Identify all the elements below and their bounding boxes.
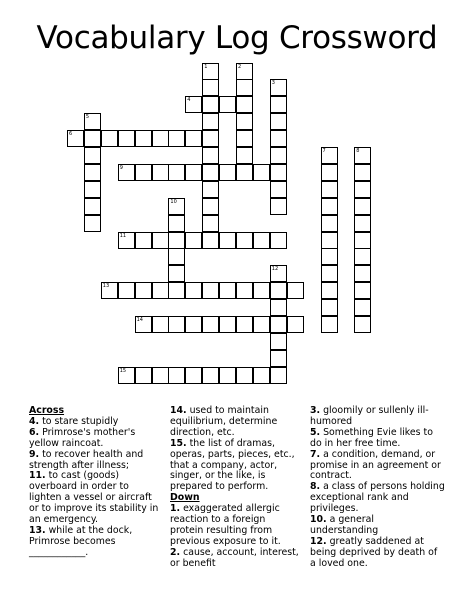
- crossword-cell[interactable]: [354, 248, 371, 265]
- cell-number: 13: [102, 283, 110, 290]
- cell-number: 10: [170, 198, 177, 205]
- down-heading: Down: [170, 492, 200, 504]
- cell-number: 7: [322, 148, 326, 154]
- crossword-cell[interactable]: [219, 316, 236, 333]
- clue-number: 4.: [29, 415, 40, 427]
- clue-number: 9.: [29, 448, 40, 460]
- crossword-cell[interactable]: [135, 367, 152, 384]
- crossword-cell[interactable]: [202, 198, 219, 215]
- crossword-cell[interactable]: [236, 164, 253, 181]
- page-title: Vocabulary Log Crossword: [36, 20, 438, 56]
- clue-across-6: [29, 428, 159, 450]
- crossword-cell[interactable]: [185, 164, 202, 181]
- crossword-cell[interactable]: [270, 181, 287, 198]
- crossword-cell[interactable]: [135, 316, 152, 333]
- clue-text: cause, account, interest, or benefit: [170, 546, 299, 569]
- cell-number: 9: [119, 164, 123, 171]
- crossword-cell[interactable]: [168, 130, 185, 147]
- crossword-cell[interactable]: [236, 367, 253, 384]
- clue-across-13: [29, 526, 159, 559]
- clue-text: a condition, demand, or promise in an agreement or contract.: [310, 448, 441, 482]
- crossword-cell[interactable]: [270, 79, 287, 96]
- crossword-cell[interactable]: [321, 232, 338, 249]
- crossword-cell[interactable]: [202, 215, 219, 232]
- cell-number: 3: [271, 80, 275, 87]
- crossword-cell[interactable]: [135, 282, 152, 299]
- cell-number: 14: [136, 317, 143, 323]
- crossword-cell[interactable]: [118, 367, 135, 384]
- clue-text: to stare stupidly: [42, 415, 119, 427]
- clue-across-9: [29, 450, 159, 472]
- crossword-cell[interactable]: [84, 198, 101, 215]
- crossword-cell[interactable]: [202, 164, 219, 181]
- clues-column-2: [170, 406, 300, 570]
- crossword-cell[interactable]: [168, 265, 185, 282]
- crossword-cell[interactable]: [354, 147, 371, 164]
- crossword-cell[interactable]: [84, 113, 101, 130]
- clue-number: 6.: [29, 426, 40, 438]
- clue-text: a class of persons holding exceptional rank and privileges.: [310, 481, 445, 515]
- crossword-cell[interactable]: [287, 282, 304, 299]
- crossword-cell[interactable]: [152, 282, 169, 299]
- clue-across-15: [170, 439, 300, 494]
- crossword-cell[interactable]: [236, 63, 253, 80]
- clue-number: 10.: [310, 514, 327, 526]
- crossword-cell[interactable]: [202, 282, 219, 299]
- crossword-cell[interactable]: [118, 130, 135, 147]
- clue-text: Primrose's mother's yellow raincoat.: [29, 426, 136, 449]
- crossword-cell[interactable]: [135, 232, 152, 249]
- crossword-cell[interactable]: [321, 164, 338, 181]
- crossword-cell[interactable]: [84, 215, 101, 232]
- crossword-cell[interactable]: [219, 367, 236, 384]
- crossword-cell[interactable]: [321, 198, 338, 215]
- crossword-cell[interactable]: [219, 232, 236, 249]
- crossword-cell[interactable]: [270, 367, 287, 384]
- crossword-cell[interactable]: [101, 282, 118, 299]
- clue-number: 7.: [310, 448, 321, 460]
- clue-number: 12.: [310, 535, 327, 547]
- crossword-cell[interactable]: [321, 181, 338, 198]
- clue-number: 5.: [310, 426, 321, 438]
- crossword-cell[interactable]: [354, 198, 371, 215]
- cell-number: 4: [187, 97, 191, 104]
- clue-number: 1.: [170, 503, 181, 515]
- clue-across-11: [29, 471, 159, 526]
- crossword-cell[interactable]: [219, 96, 236, 113]
- crossword-cell[interactable]: [354, 215, 371, 232]
- crossword-cell[interactable]: [152, 164, 169, 181]
- crossword-cell[interactable]: [185, 232, 202, 249]
- crossword-cell[interactable]: [270, 96, 287, 113]
- crossword-cell[interactable]: [270, 164, 287, 181]
- cell-number: 8: [356, 148, 360, 154]
- crossword-cell[interactable]: [270, 282, 287, 299]
- cell-number: 2: [238, 63, 242, 70]
- clue-text: gloomily or sullenly ill-humored: [310, 405, 429, 427]
- crossword-cell[interactable]: [219, 164, 236, 181]
- crossword-cell[interactable]: [321, 299, 338, 316]
- clue-text: while at the dock, Primrose becomes ____________.: [29, 524, 133, 558]
- crossword-cell[interactable]: [321, 248, 338, 265]
- crossword-cell[interactable]: [202, 96, 219, 113]
- crossword-cell[interactable]: [270, 299, 287, 316]
- crossword-cell[interactable]: [270, 147, 287, 164]
- crossword-cell[interactable]: [270, 265, 287, 282]
- clue-down-3: [310, 406, 445, 428]
- crossword-cell[interactable]: [84, 181, 101, 198]
- crossword-cell[interactable]: [354, 164, 371, 181]
- cell-number: 15: [119, 367, 127, 374]
- crossword-cell[interactable]: [101, 130, 118, 147]
- crossword-cell[interactable]: [168, 316, 185, 333]
- cell-number: 12: [271, 266, 279, 273]
- crossword-cell[interactable]: [270, 130, 287, 147]
- crossword-cell[interactable]: [168, 232, 185, 249]
- clue-text: used to maintain equilibrium, determine direction, etc.: [170, 405, 278, 438]
- crossword-cell[interactable]: [253, 232, 270, 249]
- crossword-cell[interactable]: [202, 130, 219, 147]
- clues-column-1: [29, 406, 159, 559]
- crossword-cell[interactable]: [253, 367, 270, 384]
- crossword-cell[interactable]: [84, 147, 101, 164]
- crossword-cell[interactable]: [321, 265, 338, 282]
- clue-number: 8.: [310, 481, 321, 493]
- crossword-cell[interactable]: [236, 147, 253, 164]
- crossword-cell[interactable]: [135, 130, 152, 147]
- clue-down-7: [310, 450, 445, 483]
- crossword-cell[interactable]: [202, 63, 219, 80]
- crossword-cell[interactable]: [354, 265, 371, 282]
- clue-number: 2.: [170, 546, 181, 558]
- crossword-cell[interactable]: [253, 282, 270, 299]
- clue-number: 13.: [29, 524, 46, 536]
- crossword-cell[interactable]: [118, 282, 135, 299]
- clue-down-2: [170, 548, 300, 570]
- crossword-cell[interactable]: [84, 130, 101, 147]
- crossword-cell[interactable]: [236, 232, 253, 249]
- crossword-cell[interactable]: [219, 282, 236, 299]
- crossword-cell[interactable]: [287, 316, 304, 333]
- clue-down-10: [310, 515, 445, 537]
- crossword-cell[interactable]: [152, 130, 169, 147]
- clue-text: a general understanding: [310, 514, 379, 536]
- crossword-cell[interactable]: [236, 282, 253, 299]
- crossword-cell[interactable]: [236, 316, 253, 333]
- crossword-cell[interactable]: [236, 96, 253, 113]
- clue-down-12: [310, 537, 445, 570]
- crossword-cell[interactable]: [168, 164, 185, 181]
- clue-number: 3.: [310, 405, 321, 416]
- crossword-cell[interactable]: [321, 282, 338, 299]
- clue-down-1: [170, 504, 300, 548]
- crossword-cell[interactable]: [168, 367, 185, 384]
- cell-number: 11: [119, 232, 127, 239]
- crossword-cell[interactable]: [168, 248, 185, 265]
- crossword-cell[interactable]: [270, 316, 287, 333]
- clue-text: Something Evie likes to do in her free time.: [310, 426, 433, 449]
- crossword-cell[interactable]: [270, 350, 287, 367]
- crossword-cell[interactable]: [168, 282, 185, 299]
- crossword-cell[interactable]: [67, 130, 84, 147]
- cell-number: 1: [204, 63, 208, 70]
- crossword-cell[interactable]: [202, 367, 219, 384]
- clue-number: 14.: [170, 405, 187, 416]
- clue-text: greatly saddened at being deprived by death of a loved one.: [310, 535, 438, 569]
- crossword-cell[interactable]: [168, 215, 185, 232]
- crossword-cell[interactable]: [270, 232, 287, 249]
- crossword-cell[interactable]: [202, 181, 219, 198]
- crossword-cell[interactable]: [253, 164, 270, 181]
- crossword-cell[interactable]: [354, 282, 371, 299]
- crossword-cell[interactable]: [185, 96, 202, 113]
- clue-across-14: [170, 406, 300, 439]
- crossword-cell[interactable]: [321, 316, 338, 333]
- clue-down-8: [310, 482, 445, 515]
- crossword-cell[interactable]: [270, 113, 287, 130]
- crossword-cell[interactable]: [236, 79, 253, 96]
- clue-text: to recover health and strength after illness;: [29, 448, 144, 471]
- crossword-cell[interactable]: [354, 232, 371, 249]
- clue-text: the list of dramas, operas, parts, pieces, etc., that a company, actor, singer, or the like, is prepared to perform.: [170, 437, 295, 493]
- clue-text: exaggerated allergic reaction to a foreign protein resulting from previous exposure to it.: [170, 503, 281, 547]
- crossword-cell[interactable]: [152, 316, 169, 333]
- crossword-cell[interactable]: [202, 316, 219, 333]
- crossword-cell[interactable]: [185, 130, 202, 147]
- crossword-cell[interactable]: [202, 79, 219, 96]
- crossword-cell[interactable]: [118, 232, 135, 249]
- crossword-cell[interactable]: [321, 215, 338, 232]
- clue-down-5: [310, 428, 445, 450]
- crossword-cell[interactable]: [185, 367, 202, 384]
- crossword-cell[interactable]: [253, 316, 270, 333]
- crossword-cell[interactable]: [152, 367, 169, 384]
- across-heading: Across: [29, 405, 65, 416]
- crossword-cell[interactable]: [202, 147, 219, 164]
- crossword-cell[interactable]: [118, 164, 135, 181]
- crossword-cell[interactable]: [202, 232, 219, 249]
- crossword-cell[interactable]: [84, 164, 101, 181]
- crossword-cell[interactable]: [236, 113, 253, 130]
- crossword-cell[interactable]: [270, 198, 287, 215]
- crossword-cell[interactable]: [135, 164, 152, 181]
- crossword-cell[interactable]: [202, 113, 219, 130]
- crossword-cell[interactable]: [354, 316, 371, 333]
- clue-number: 11.: [29, 470, 46, 482]
- clue-text: to cast (goods) overboard in order to lighten a vessel or aircraft or to improve its stability in an emergency.: [29, 470, 159, 526]
- cell-number: 6: [69, 131, 73, 138]
- crossword-cell[interactable]: [185, 282, 202, 299]
- crossword-cell[interactable]: [152, 232, 169, 249]
- clue-number: 15.: [170, 437, 187, 449]
- crossword-cell[interactable]: [185, 316, 202, 333]
- crossword-cell[interactable]: [321, 147, 338, 164]
- cell-number: 5: [85, 114, 90, 121]
- crossword-cell[interactable]: [270, 333, 287, 350]
- clues-column-3: [310, 406, 445, 570]
- crossword-cell[interactable]: [354, 299, 371, 316]
- crossword-cell[interactable]: [354, 181, 371, 198]
- crossword-cell[interactable]: [168, 198, 185, 215]
- crossword-cell[interactable]: [236, 130, 253, 147]
